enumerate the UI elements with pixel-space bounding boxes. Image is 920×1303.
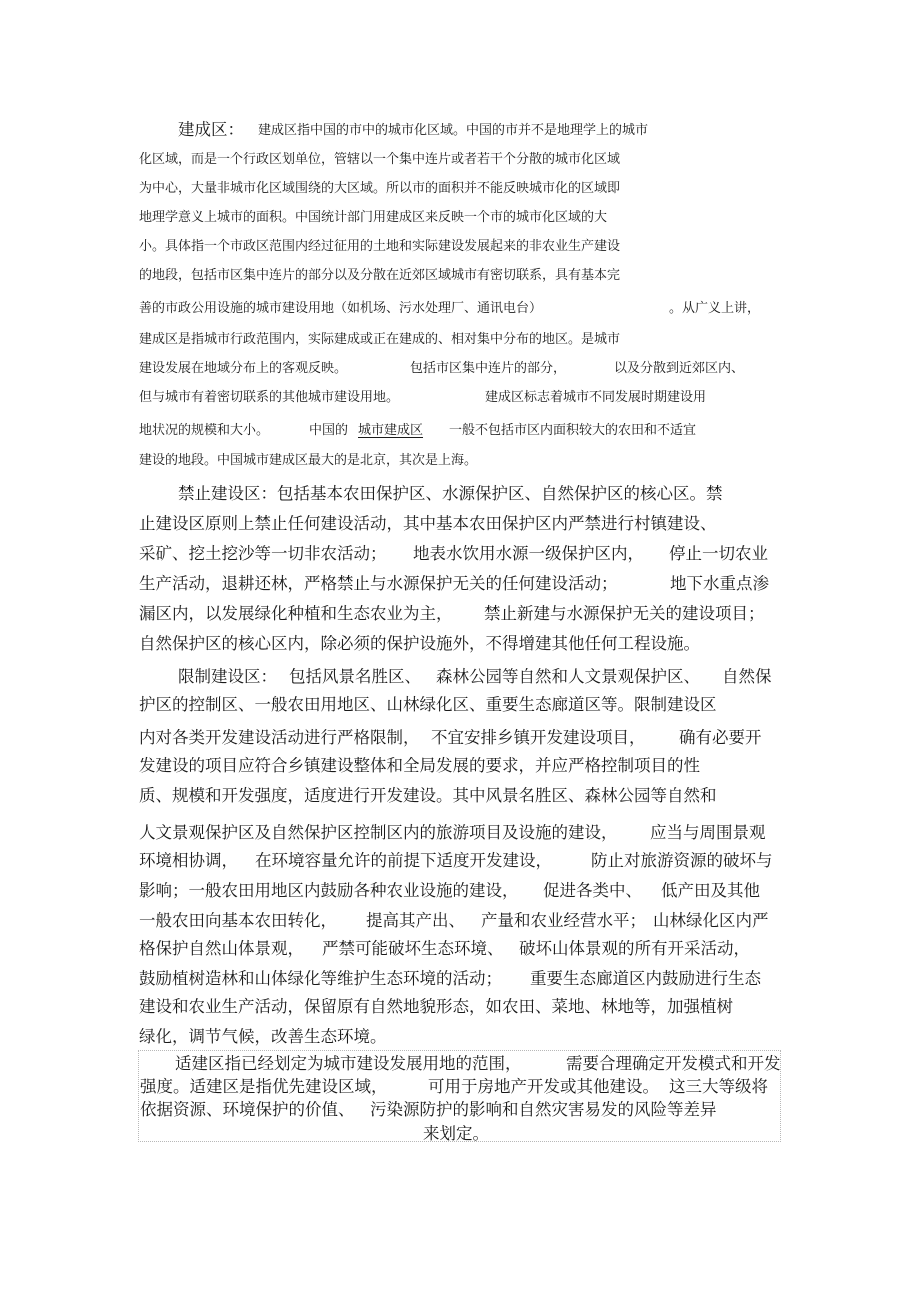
paragraph-line: 。从广义上讲， bbox=[669, 301, 761, 316]
paragraph-line: 自然保护区的核心区内，除必须的保护设施外，不得增建其他任何工程设施。 bbox=[139, 634, 700, 653]
paragraph-line: 适建区指已经划定为城市建设发展用地的范围， bbox=[175, 1054, 522, 1073]
paragraph-line: 产量和农业经营水平； bbox=[481, 911, 646, 930]
paragraph-line: 破坏山体景观的所有开采活动， bbox=[519, 939, 750, 958]
paragraph-line: 包括市区集中连片的部分， bbox=[410, 361, 567, 376]
paragraph-line: 人文景观保护区及自然保护区控制区内的旅游项目及设施的建设， bbox=[139, 823, 618, 842]
paragraph-line: 为中心，大量非城市化区域围绕的大区域。所以市的面积并不能反映城市化的区域即 bbox=[139, 181, 621, 196]
paragraph-line: 止建设区原则上禁止任何建设活动，其中基本农田保护区内严禁进行村镇建设、 bbox=[139, 514, 717, 533]
paragraph-line: 重要生态廊道区内鼓励进行生态 bbox=[530, 969, 761, 988]
paragraph-line: 需要合理确定开发模式和开发 bbox=[566, 1054, 781, 1073]
paragraph-line: 影响；一般农田用地区内鼓励各种农业设施的建设， bbox=[139, 881, 519, 900]
paragraph-line: 发建设的项目应符合乡镇建设整体和全局发展的要求，并应严格控制项目的性 bbox=[139, 756, 700, 775]
paragraph-line: 可用于房地产开发或其他建设。 bbox=[428, 1077, 659, 1096]
paragraph-line: 以及分散到近郊区内、 bbox=[614, 361, 745, 376]
paragraph-line: 小。具体指一个市政区范围内经过征用的土地和实际建设发展起来的非农业生产建设 bbox=[139, 239, 621, 254]
paragraph-line: 山林绿化区内严 bbox=[653, 911, 769, 930]
underlined-term: 城市建成区 bbox=[358, 423, 424, 438]
paragraph-line: 地下水重点渗 bbox=[670, 574, 769, 593]
paragraph-line: 一般农田向基本农田转化， bbox=[139, 911, 337, 930]
paragraph-line: 内对各类开发建设活动进行严格限制， bbox=[139, 728, 420, 747]
paragraph-line: 应当与周围景观 bbox=[650, 823, 766, 842]
paragraph-line: 不宜安排乡镇开发建设项目， bbox=[431, 728, 646, 747]
paragraph-line: 地状况的规模和大小。 bbox=[139, 423, 270, 438]
paragraph-line: 限制建设区： bbox=[178, 667, 277, 686]
paragraph-line: 这三大等级将 bbox=[669, 1077, 768, 1096]
paragraph-line: 善的市政公用设施的城市建设用地（如机场、污水处理厂、通讯电台） bbox=[139, 301, 543, 316]
paragraph-line: 依据资源、环境保护的价值、 bbox=[140, 1100, 355, 1119]
paragraph-line: 污染源防护的影响和自然灾害易发的风险等差异 bbox=[370, 1100, 717, 1119]
paragraph-line: 在环境容量允许的前提下适度开发建设， bbox=[255, 851, 552, 870]
paragraph-line: 鼓励植树造林和山体绿化等维护生态环境的活动； bbox=[139, 969, 502, 988]
paragraph-line: 地理学意义上城市的面积。中国统计部门用建成区来反映一个市的城市化区域的大 bbox=[139, 210, 608, 225]
paragraph-line: 一般不包括市区内面积较大的农田和不适宜 bbox=[449, 423, 697, 438]
paragraph-line: 绿化，调节气候，改善生态环境。 bbox=[139, 1027, 387, 1046]
paragraph-line: 来划定。 bbox=[423, 1124, 489, 1143]
paragraph-line: 自然保 bbox=[722, 667, 772, 686]
paragraph-line: 禁止新建与水源保护无关的建设项目； bbox=[484, 604, 765, 623]
paragraph-line: 防止对旅游资源的破坏与 bbox=[591, 851, 773, 870]
paragraph-line: 护区的控制区、一般农田用地区、山林绿化区、重要生态廊道区等。限制建设区 bbox=[139, 695, 717, 714]
paragraph-line: 化区域，而是一个行政区划单位，管辖以一个集中连片或者若干个分散的城市化区域 bbox=[139, 152, 621, 167]
paragraph-line: 格保护自然山体景观， bbox=[139, 939, 304, 958]
paragraph-line: 但与城市有着密切联系的其他城市建设用地。 bbox=[139, 390, 400, 405]
paragraph-line: 的地段，包括市区集中连片的部分以及分散在近郊区域城市有密切联系，具有基本完 bbox=[139, 268, 621, 283]
paragraph-line: 建成区是指城市行政范围内，实际建成或正在建成的、相对集中分布的地区。是城市 bbox=[139, 332, 621, 347]
paragraph-line: 停止一切农业 bbox=[669, 544, 768, 563]
paragraph-line: 生产活动，退耕还林，严格禁止与水源保护无关的任何建设活动； bbox=[139, 574, 618, 593]
paragraph-line: 建设和农业生产活动，保留原有自然地貌形态，如农田、菜地、林地等，加强植树 bbox=[139, 997, 733, 1016]
paragraph-line: 建设发展在地域分布上的客观反映。 bbox=[139, 361, 348, 376]
paragraph-line: 建成区标志着城市不同发展时期建设用 bbox=[485, 390, 707, 405]
built-up-area-heading: 建成区： bbox=[178, 120, 244, 139]
paragraph-line: 包括风景名胜区、 bbox=[289, 667, 421, 686]
paragraph-line: 森林公园等自然和人文景观保护区、 bbox=[436, 667, 700, 686]
paragraph-line: 建设的地段。中国城市建成区最大的是北京，其次是上海。 bbox=[139, 453, 478, 468]
paragraph-line: 提高其产出、 bbox=[366, 911, 465, 930]
paragraph-line: 禁止建设区：包括基本农田保护区、水源保护区、自然保护区的核心区。禁 bbox=[178, 484, 723, 503]
paragraph-line: 严禁可能破坏生态环境、 bbox=[322, 939, 504, 958]
paragraph-line: 确有必要开 bbox=[679, 728, 762, 747]
paragraph-line: 漏区内，以发展绿化种植和生态农业为主， bbox=[139, 604, 453, 623]
paragraph-line: 低产田及其他 bbox=[661, 881, 760, 900]
paragraph-line: 环境相协调， bbox=[139, 851, 238, 870]
paragraph-line: 地表水饮用水源一级保护区内， bbox=[413, 544, 644, 563]
paragraph-line: 质、规模和开发强度，适度进行开发建设。其中风景名胜区、森林公园等自然和 bbox=[139, 786, 717, 805]
paragraph-line: 中国的 bbox=[309, 423, 349, 438]
paragraph-line: 强度。适建区是指优先建设区域， bbox=[140, 1077, 388, 1096]
paragraph-line: 采矿、挖土挖沙等一切非农活动； bbox=[139, 544, 387, 563]
paragraph-line: 建成区指中国的市中的城市化区域。中国的市并不是地理学上的城市 bbox=[258, 123, 649, 138]
paragraph-line: 促进各类中、 bbox=[543, 881, 642, 900]
